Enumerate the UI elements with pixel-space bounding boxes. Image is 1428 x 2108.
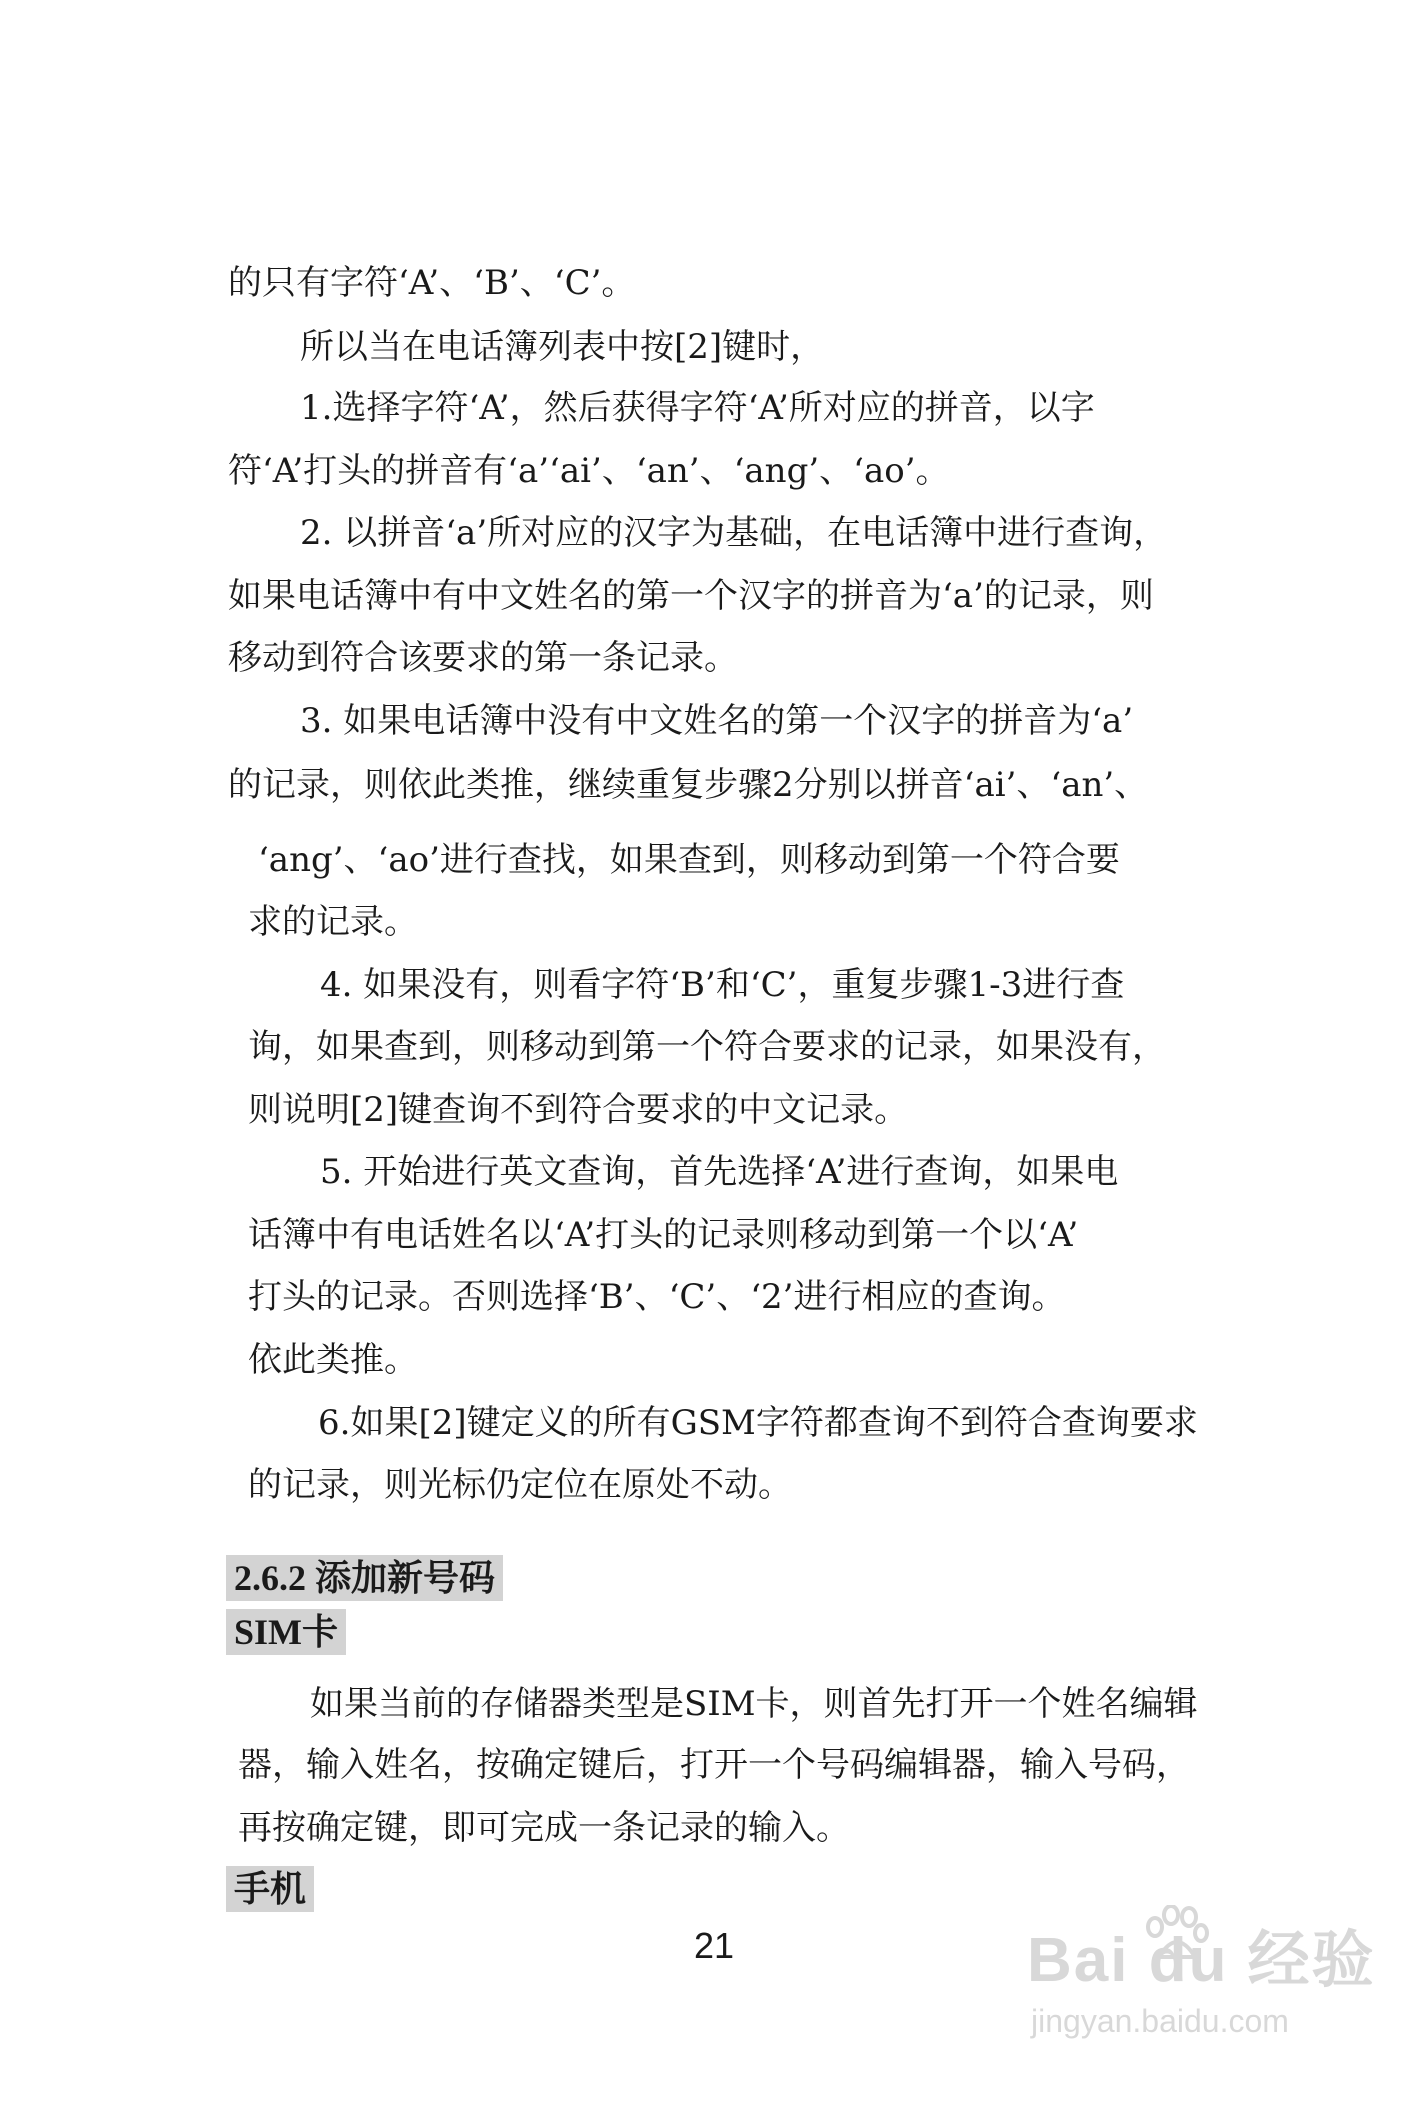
text-line: 6.如果[2]键定义的所有GSM字符都查询不到符合查询要求 (318, 1403, 1198, 1443)
section-heading: 2.6.2 添加新号码 (226, 1555, 503, 1601)
text-line: 的记录，则依此类推，继续重复步骤2分别以拼音‘ai’、‘an’、 (228, 765, 1149, 805)
text-line: 如果当前的存储器类型是SIM卡，则首先打开一个姓名编辑 (310, 1684, 1198, 1724)
subheading-phone: 手机 (226, 1866, 314, 1912)
text-line: 打头的记录。否则选择‘B’、‘C’、‘2’进行相应的查询。 (248, 1277, 1066, 1317)
page-number: 21 (693, 1925, 735, 1966)
baidu-watermark (1027, 1905, 1376, 2055)
text-line: 1.选择字符‘A’，然后获得字符‘A’所对应的拼音，以字 (300, 388, 1095, 428)
text-line: ‘ang’、‘ao’进行查找，如果查到，则移动到第一个符合要 (258, 840, 1120, 880)
text-line: 询，如果查到，则移动到第一个符合要求的记录，如果没有， (248, 1027, 1166, 1067)
text-line: 的记录，则光标仍定位在原处不动。 (248, 1465, 792, 1505)
text-line: 如果电话簿中有中文姓名的第一个汉字的拼音为‘a’的记录，则 (228, 576, 1154, 616)
watermark-brand: Bai du 经验 (1027, 1926, 1376, 1995)
text-line: 话簿中有电话姓名以‘A’打头的记录则移动到第一个以‘A’ (248, 1215, 1079, 1255)
text-line: 移动到符合该要求的第一条记录。 (228, 638, 738, 678)
text-line: 依此类推。 (248, 1340, 418, 1380)
text-line: 3. 如果电话簿中没有中文姓名的第一个汉字的拼音为‘a’ (300, 701, 1134, 741)
text-line: 求的记录。 (248, 902, 418, 942)
watermark-url: jingyan.baidu.com (1031, 2003, 1289, 2039)
text-line: 所以当在电话簿列表中按[2]键时， (300, 327, 825, 367)
text-line: 4. 如果没有，则看字符‘B’和‘C’，重复步骤1-3进行查 (320, 965, 1125, 1005)
text-line: 5. 开始进行英文查询，首先选择‘A’进行查询，如果电 (320, 1152, 1119, 1192)
text-line: 2. 以拼音‘a’所对应的汉字为基础，在电话簿中进行查询， (300, 513, 1168, 553)
text-line: 则说明[2]键查询不到符合要求的中文记录。 (248, 1090, 909, 1130)
text-line: 再按确定键，即可完成一条记录的输入。 (238, 1808, 850, 1848)
subheading-sim: SIM卡 (226, 1609, 346, 1655)
text-line: 符‘A’打头的拼音有‘a’‘ai’、‘an’、‘ang’、‘ao’。 (228, 451, 950, 491)
text-line: 的只有字符‘A’、‘B’、‘C’。 (228, 263, 636, 303)
text-line: 器，输入姓名，按确定键后，打开一个号码编辑器，输入号码， (238, 1745, 1190, 1785)
